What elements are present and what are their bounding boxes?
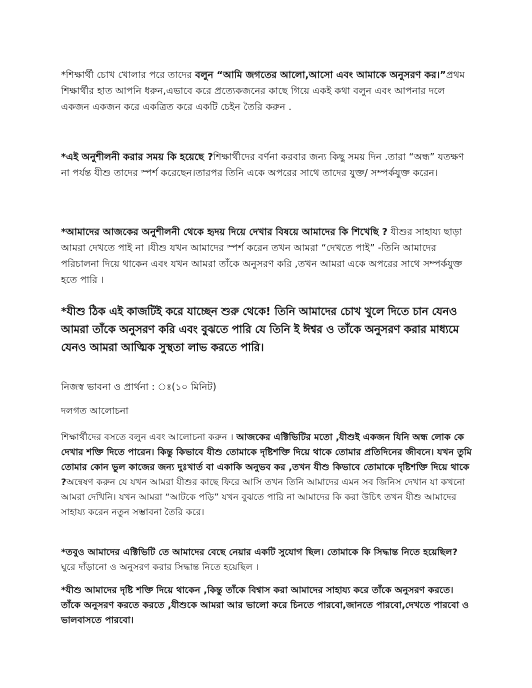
paragraph-choice bbox=[61, 545, 473, 575]
paragraph-exercise-question bbox=[61, 150, 473, 182]
text-rest: ঘুরে দাঁড়ানো ও অনুসরণ করার সিদ্ধান্ত নিতে হয়েছিল । bbox=[61, 562, 259, 573]
heading-group-discussion: দলগত আলোচনা bbox=[61, 406, 129, 417]
text-rest: শিক্ষার্থীদের বর্ণনা করবার জন্য কিছু সময় দিন .তারা “অন্ধ” যতক্ষণ না পর্যন্ত যীশু তাদের স্পর্শ করেছেন।তারপর তিনি একে অপরের সাথে তাদের যুক্ত/ সম্পর্কযুক্ত করেন। bbox=[61, 152, 465, 179]
text-bold-quote: বলুন “আমি জগতের আলো,আসো এবং আমাকে অনুসরণ কর।” bbox=[195, 70, 447, 81]
paragraph-follow-jesus: *যীশু আমাদের দৃষ্টি শক্তি দিয়ে থাকেন ,কিন্তু তাঁকে বিশ্বাস করা আমাদের সাহায্য করে তাঁকে অনুসরণ করতে। তাঁকে অনুসরণ করতে করতে ,যীশুকে আমরা আর ভালো করে চিনতে পারবো,জানতে পারবো,দেখতে পারবো ও ভালবাসতে পারবো। bbox=[61, 585, 469, 626]
paragraph-jesus-opens-eyes: *যীশু ঠিক এই কাজটিই করে যাচ্ছেন শুরু থেকে! তিনি আমাদের চোখ খুলে দিতে চান যেনও আমরা তাঁকে অনুসরণ করি এবং বুঝতে পারি যে তিনি ই ঈশ্বর ও তাঁকে অনুসরণ করার মাধ্যমে যেনও আমরা আত্মিক সুস্থতা লাভ করতে পারি। bbox=[61, 305, 459, 354]
text-bold-question: আজকের এক্টিভিটির মতো ,যীশুই একজন যিনি অন্ধ লোক কে দেখার শক্তি দিতে পারেন। কিন্তু কিভাবে যীশু তোমাকে দৃষ্টিশক্তি দিয়ে থাকে তোমার প্রতিদিনের জীবনে। যখন তুমি তোমার কোন ভুল কাজের জন্য দুঃখার্ত বা একাকি অনুভব কর ,তখন যীশু কিভাবে তোমাকে দৃষ্টিশক্তি দিয়ে থাকে ? bbox=[61, 432, 472, 488]
text-bold-question: *তবুও আমাদের এক্টিভিটি তে আমাদের বেছে নেয়ার একটি সুযোগ ছিল। তোমাকে কি সিদ্ধান্ত নিতে হয়েছিল? bbox=[61, 547, 458, 558]
text-intro: *শিক্ষার্থী চোখ খোলার পরে তাদের bbox=[61, 70, 196, 81]
paragraph-chain-instruction bbox=[61, 68, 473, 116]
text-rest: অন্বেষণ করুন যে যখন আমরা যীশুর কাছে ফিরে আসি তখন তিনি আমাদের এমন সব জিনিস দেখান যা কখনো আমরা দেখিনি। যখন আমরা “আটকে পড়ি” যখন বুঝতে পারি না আমাদের কি করা উচিৎ তখন যীশু আমাদের সাহায্য করেন নতুন সম্ভাবনা তৈরি করে। bbox=[61, 477, 466, 518]
text-bold-question: *আমাদের আজকের অনুশীলনী থেকে হৃদয় দিয়ে দেখার বিষয়ে আমাদের কি শিখেছি ? bbox=[61, 227, 388, 238]
paragraph-lesson-learned bbox=[61, 225, 473, 289]
text-rest: প্রথম শিক্ষার্থীর হাত আপনি ধরুন,এভাবে করে প্রত্যেকজনের কাছে গিয়ে একই কথা বলুন এবং আপনার দলে একজন একজন করে একত্রিত করে একটি চেইন তৈরি করুন . bbox=[61, 70, 465, 113]
text-bold-question: *এই অনুশীলনী করার সময় কি হয়েছে ? bbox=[61, 152, 214, 163]
text-rest: যীশুর সাহায্য ছাড়া আমরা দেখতে পাই না ।যীশু যখন আমাদের স্পর্শ করেন তখন আমরা “দেখতে পাই” -তিনি আমাদের পরিচালনা দিয়ে থাকেন এবং যখন আমরা তাঁকে অনুসরণ করি ,তখন আমরা একে অপরের সাথে সম্পর্কযুক্ত হতে পারি । bbox=[61, 227, 463, 286]
paragraph-discussion bbox=[61, 430, 473, 520]
text-intro: শিক্ষার্থীদের বসতে বলুন এবং আলোচনা করুন । bbox=[61, 432, 237, 443]
heading-reflection-prayer: নিজস্ব ভাবনা ও প্রার্থনা : ঃ(১০ মিনিট) bbox=[61, 382, 217, 393]
